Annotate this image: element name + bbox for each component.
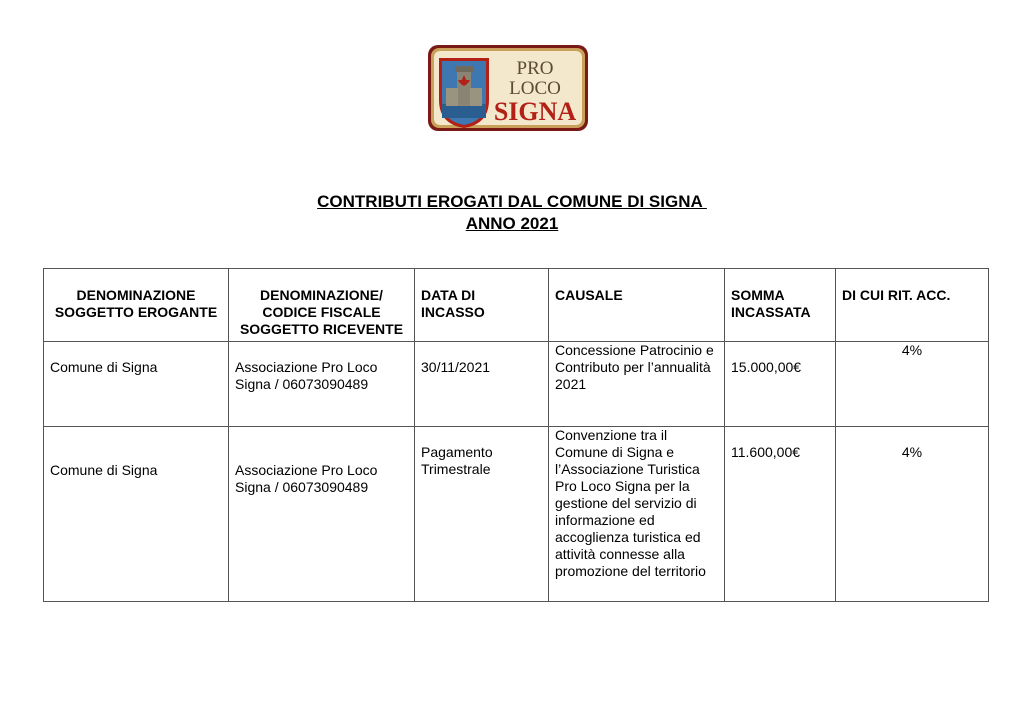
table-row [44,427,989,602]
cell-data: 30/11/2021 [415,342,549,427]
header-somma-incassata: SOMMA INCASSATA [725,269,836,342]
cell-causale: Convenzione tra il Comune di Signa e l’Associazione Turistica Pro Loco Signa per la gestione del servizio di informazione ed accoglienza turistica ed attività connesse alla promozione del territorio [549,427,725,602]
cell-ritenuta: 4% [836,427,989,602]
cell-ricevente: Associazione Pro Loco Signa / 06073090489 [229,427,415,602]
cell-data: Pagamento Trimestrale [415,427,549,602]
header-causale: CAUSALE [549,269,725,342]
cell-somma: 15.000,00€ [725,342,836,427]
logo-text-signa: SIGNA [493,97,577,126]
header-soggetto-erogante: DENOMINAZIONE SOGGETTO EROGANTE [44,269,229,342]
header-soggetto-ricevente: DENOMINAZIONE/ CODICE FISCALE SOGGETTO RICEVENTE [229,269,415,342]
cell-causale: Concessione Patrocinio e Contributo per l’annualità 2021 [549,342,725,427]
pro-loco-signa-logo [427,44,589,132]
cell-ritenuta: 4% [836,342,989,427]
document-title: CONTRIBUTI EROGATI DAL COMUNE DI SIGNA [317,192,707,211]
cell-somma: 11.600,00€ [725,427,836,602]
contributions-table [43,268,989,602]
document-subtitle-year: ANNO 2021 [465,214,559,233]
table-row [44,342,989,427]
header-ritenuta: DI CUI RIT. ACC. [836,269,989,342]
logo-text-pro: PRO [516,58,554,79]
table-header-row [44,269,989,342]
cell-erogante: Comune di Signa [44,342,229,427]
header-data-incasso: DATA DI INCASSO [415,269,549,342]
cell-erogante: Comune di Signa [44,427,229,602]
cell-ricevente: Associazione Pro Loco Signa / 06073090489 [229,342,415,427]
logo-text-loco: LOCO [509,78,561,99]
